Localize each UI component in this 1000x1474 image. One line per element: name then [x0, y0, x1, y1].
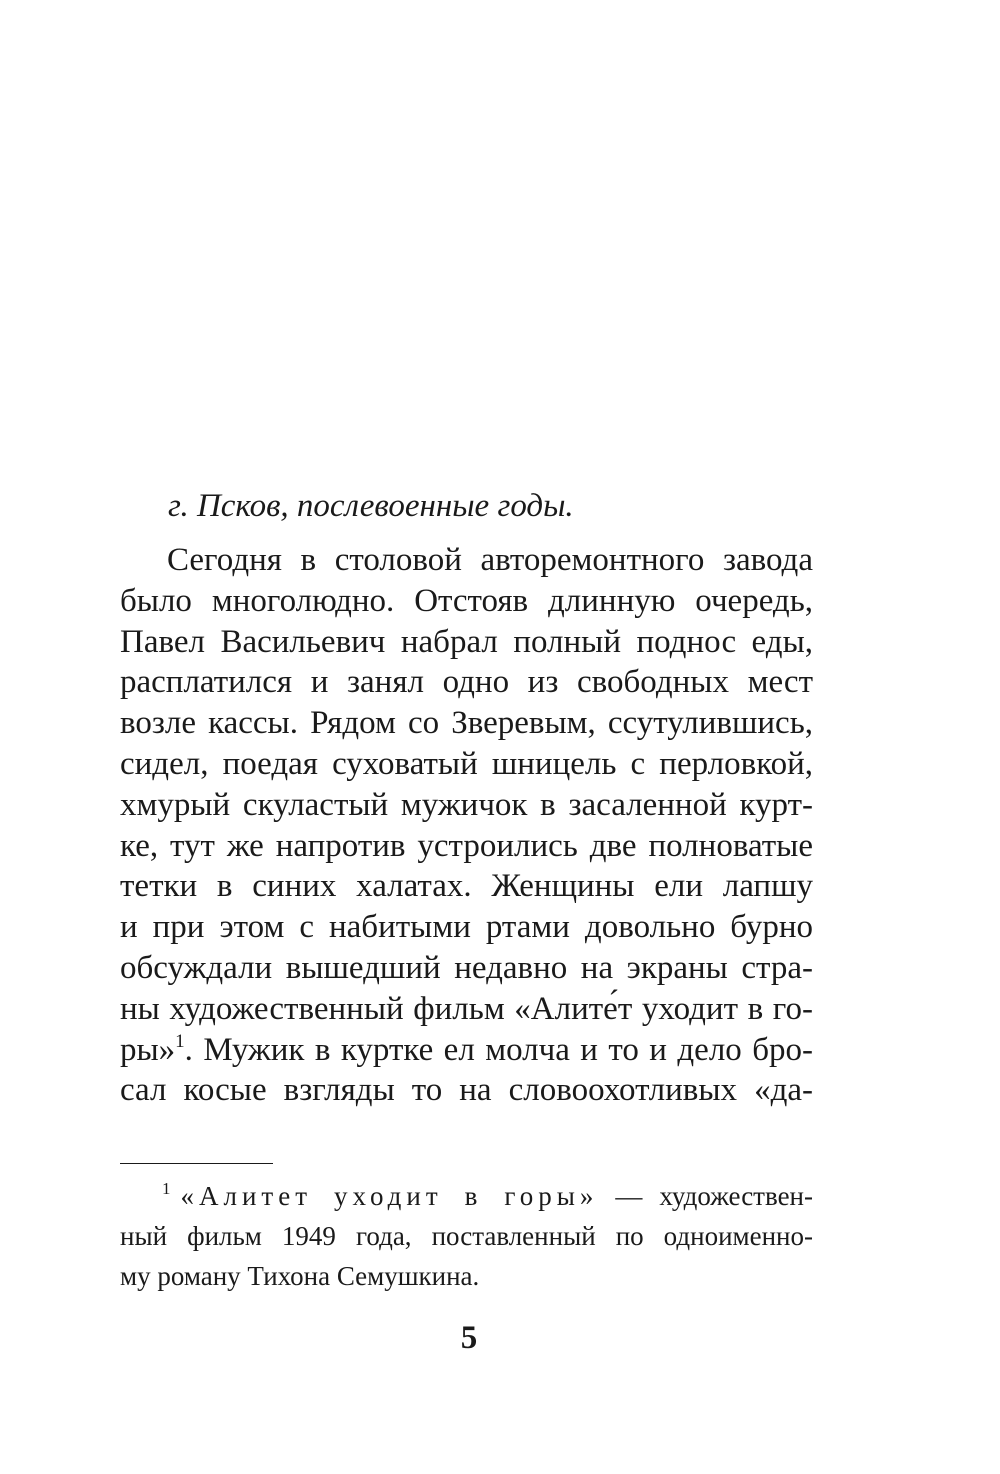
- main-paragraph: [120, 540, 813, 1111]
- paragraph-line: Павел Васильевич набрал полный поднос еды,: [120, 623, 813, 660]
- paragraph-line: расплатился и занял одно из свободных мест: [120, 664, 813, 701]
- paragraph-line: хмурый скуластый мужичок в засаленной курт-: [120, 786, 813, 823]
- page-number: 5: [460, 1320, 478, 1356]
- footnote-line: му роману Тихона Семушкина.: [120, 1261, 480, 1291]
- footnote-line: [120, 1176, 813, 1216]
- paragraph-line: сидел, поедая суховатый шницель с перловкой,: [120, 745, 813, 782]
- footnote-divider: [120, 1163, 273, 1164]
- paragraph-line: и при этом с набитыми ртами довольно бурно: [120, 909, 813, 946]
- footnote-text: — художествен-: [598, 1181, 813, 1211]
- footnote-film-title: «Алитет уходит в горы»: [180, 1181, 599, 1211]
- paragraph-line: Сегодня в столовой авторемонтного завода: [167, 542, 813, 578]
- epigraph: г. Псков, послевоенные годы.: [168, 488, 574, 524]
- paragraph-line: ке, тут же напротив устроились две полноватые: [120, 827, 813, 864]
- line-text-after: . Мужик в куртке ел молча и то и дело бро-: [184, 1031, 813, 1068]
- paragraph-line: было многолюдно. Отстояв длинную очередь,: [120, 582, 813, 619]
- line-text-before: ры»: [120, 1031, 176, 1068]
- paragraph-line: тетки в синих халатах. Женщины ели лапшу: [120, 868, 813, 905]
- paragraph-line: ны художественный фильм «Алите́т уходит в го-: [120, 990, 813, 1027]
- paragraph-line: возле кассы. Рядом со Зверевым, ссутулившись,: [120, 705, 813, 742]
- footnote-line: ный фильм 1949 года, поставленный по одноименно-: [120, 1221, 813, 1251]
- footnote: [120, 1176, 813, 1296]
- paragraph-line-with-footnote: [120, 1030, 813, 1071]
- paragraph-line: обсуждали вышедший недавно на экраны стра-: [120, 949, 813, 986]
- footnote-reference[interactable]: 1: [175, 1030, 185, 1052]
- paragraph-line: сал косые взгляды то на словоохотливых «да-: [120, 1072, 813, 1109]
- footnote-number: 1: [162, 1179, 171, 1198]
